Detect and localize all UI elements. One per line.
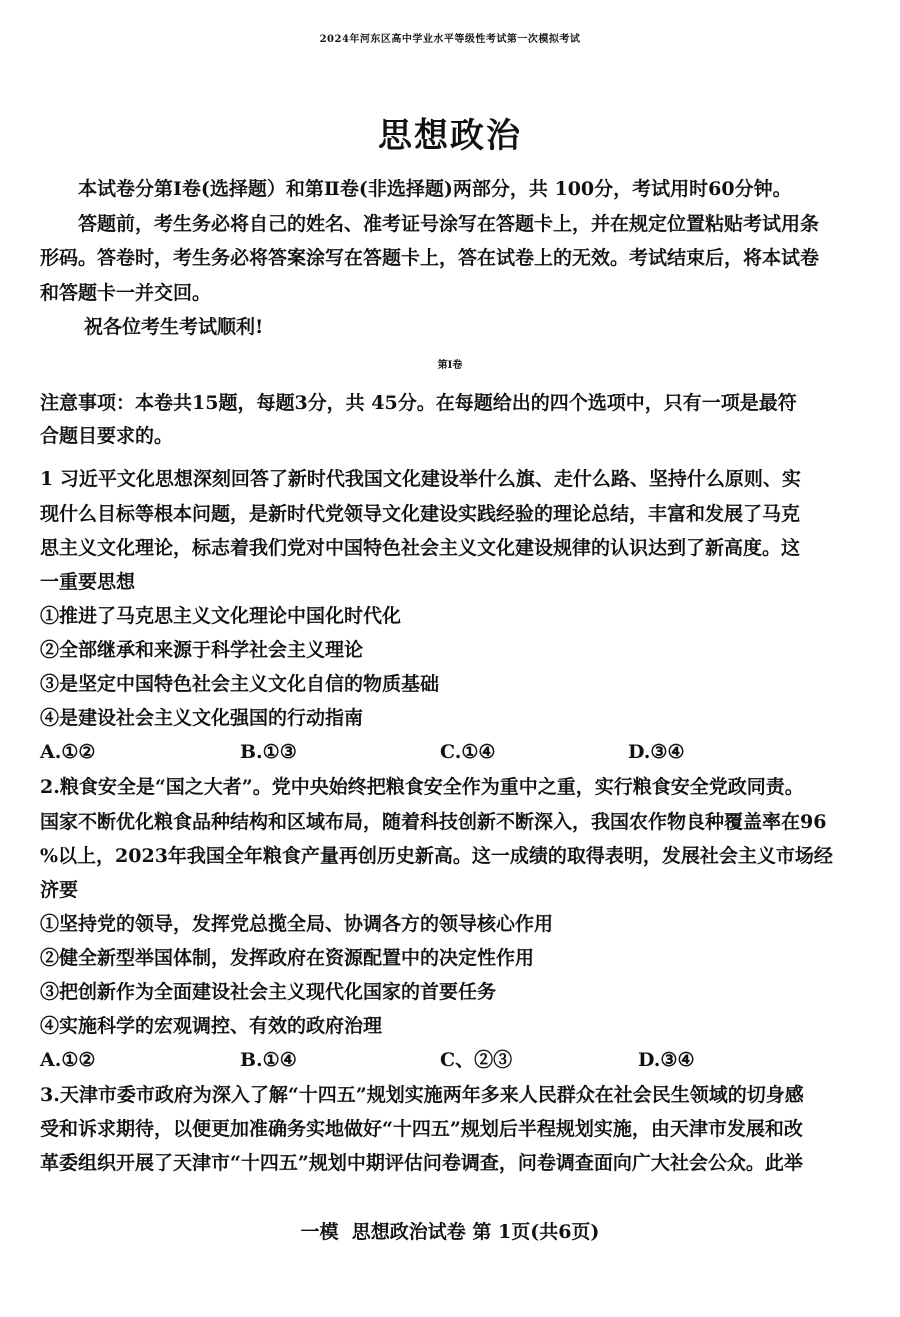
q3-stem-line-3: 革委组织开展了天津市“十四五”规划中期评估问卷调查，问卷调查面向广大社会公众。此举: [40, 1152, 803, 1174]
q2-option-a: A.①②: [40, 1049, 96, 1071]
page-footer: 一模 思想政治试卷 第 1页(共6页): [300, 1221, 600, 1243]
q2-option-b: B.①④: [240, 1049, 297, 1071]
q2-statement-1: ①坚持党的领导，发挥党总揽全局、协调各方的领导核心作用: [40, 913, 554, 935]
subject-title: 思想政治: [378, 116, 522, 156]
q1-option-c: C.①④: [440, 741, 496, 763]
q3-stem-line-1: 3.天津市委市政府为深入了解“十四五”规划实施两年多来人民群众在社会民生领域的切身感: [40, 1084, 804, 1106]
q1-statement-3: ③是坚定中国特色社会主义文化自信的物质基础: [40, 673, 440, 695]
q1-option-a: A.①②: [40, 741, 96, 763]
q1-statement-1: ①推进了马克思主义文化理论中国化时代化: [40, 605, 402, 627]
q1-statement-2: ②全部继承和来源于科学社会主义理论: [40, 639, 364, 661]
intro-wish: 祝各位考生考试顺利!: [84, 316, 264, 338]
notice-line-2: 合题目要求的。: [40, 425, 174, 447]
q2-option-c: C、②③: [440, 1049, 513, 1071]
exam-title: 2024年河东区高中学业水平等级性考试第一次模拟考试: [319, 34, 581, 45]
intro-line-3: 形码。答卷时，考生务必将答案涂写在答题卡上，答在试卷上的无效。考试结束后，将本试卷: [40, 247, 820, 269]
q2-stem-line-4: 济要: [40, 879, 79, 901]
q2-stem-line-3: %以上，2023年我国全年粮食产量再创历史新高。这一成绩的取得表明，发展社会主义市场经: [40, 845, 833, 867]
q1-stem-line-3: 思主义文化理论，标志着我们党对中国特色社会主义文化建设规律的认识达到了新高度。这: [40, 537, 801, 559]
q3-stem-line-2: 受和诉求期待，以便更加准确务实地做好“十四五”规划后半程规划实施，由天津市发展和改: [40, 1118, 803, 1140]
q2-statement-4: ④实施科学的宏观调控、有效的政府治理: [40, 1015, 383, 1037]
q2-statement-3: ③把创新作为全面建设社会主义现代化国家的首要任务: [40, 981, 497, 1003]
intro-line-1: 本试卷分第Ⅰ卷(选择题）和第Ⅱ卷(非选择题)两部分，共 100分，考试用时60分钟。: [78, 178, 792, 200]
intro-line-4: 和答题卡一并交回。: [40, 282, 212, 304]
notice-line-1: 注意事项：本卷共15题，每题3分，共 45分。在每题给出的四个选项中，只有一项是最符: [40, 392, 797, 414]
q1-stem-line-4: 一重要思想: [40, 571, 136, 593]
q2-statement-2: ②健全新型举国体制，发挥政府在资源配置中的决定性作用: [40, 947, 535, 969]
section-heading: 第Ⅰ卷: [437, 360, 463, 371]
q1-statement-4: ④是建设社会主义文化强国的行动指南: [40, 707, 364, 729]
q1-stem-line-2: 现什么目标等根本问题，是新时代党领导文化建设实践经验的理论总结，丰富和发展了马克: [40, 503, 801, 525]
q1-option-b: B.①③: [240, 741, 297, 763]
q1-stem-line-1: 1 习近平文化思想深刻回答了新时代我国文化建设举什么旗、走什么路、坚持什么原则、实: [40, 468, 801, 490]
q2-stem-line-2: 国家不断优化粮食品种结构和区域布局，随着科技创新不断深入，我国农作物良种覆盖率在96: [40, 811, 827, 833]
intro-line-2: 答题前，考生务必将自己的姓名、准考证号涂写在答题卡上，并在规定位置粘贴考试用条: [78, 213, 820, 235]
q1-option-d: D.③④: [628, 741, 685, 763]
q2-option-d: D.③④: [638, 1049, 695, 1071]
q2-stem-line-1: 2.粮食安全是“国之大者”。党中央始终把粮食安全作为重中之重，实行粮食安全党政同责。: [40, 776, 804, 798]
